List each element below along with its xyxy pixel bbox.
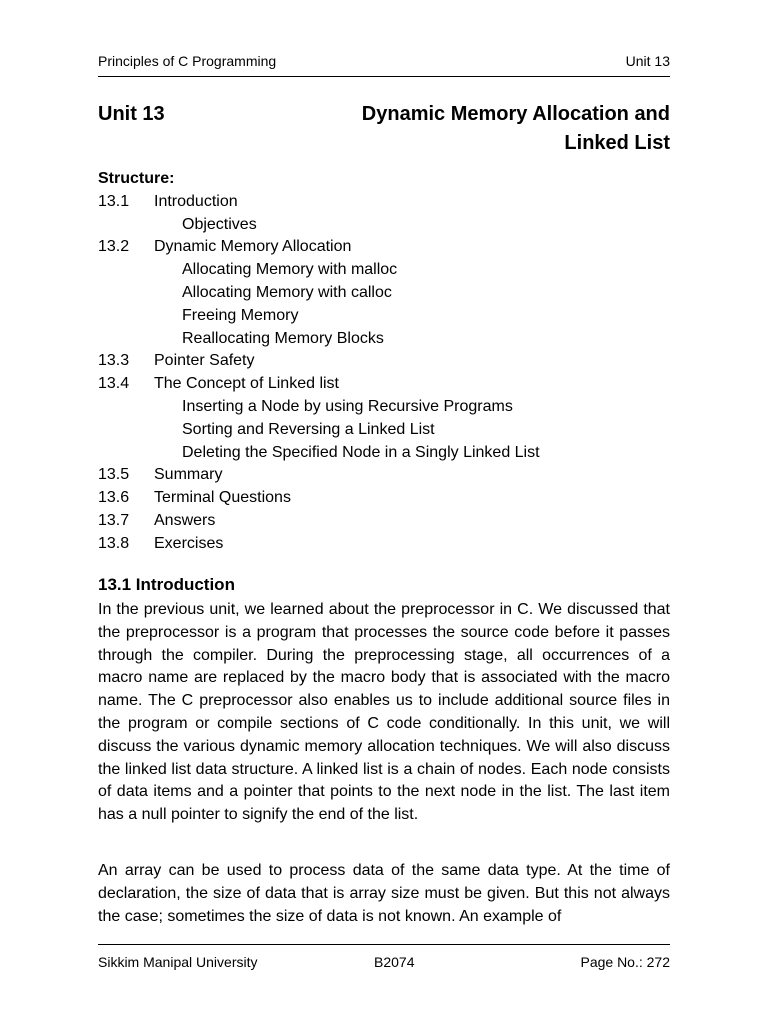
toc-item (98, 510, 670, 533)
body-paragraph: In the previous unit, we learned about the preprocessor in C. We discussed that the preprocessor is a program that processes the source code before it passes through the compiler. During the preprocessing stage, all occurrences of a macro name are replaced by the macro body that is associated with the macro name. The C preprocessor also enables us to include additional source files in the program or compile sections of C code conditionally. In this unit, we will discuss the various dynamic memory allocation techniques. We will also discuss the linked list data structure. A linked list is a chain of nodes. Each node consists of data items and a pointer that points to the next node in the list. The last item has a null pointer to signify the end of the list. (98, 601, 670, 824)
toc-item-number: 13.7 (98, 511, 130, 529)
toc-subitem (98, 396, 670, 419)
toc-subitem (98, 442, 670, 465)
running-header (98, 53, 670, 73)
toc-item-title: Objectives (182, 215, 257, 233)
section-heading: 13.1 Introduction (98, 575, 235, 594)
toc-item-title: Answers (154, 511, 216, 529)
toc-item-number: 13.5 (98, 466, 130, 484)
toc-subitem (98, 282, 670, 305)
toc-subitem (98, 419, 670, 442)
toc-item-title: The Concept of Linked list (154, 375, 339, 393)
page-number: Page No.: 272 (580, 954, 670, 970)
toc-item-title: Deleting the Specified Node in a Singly Linked List (182, 443, 540, 461)
toc-item (98, 533, 670, 556)
toc-item (98, 487, 670, 510)
toc-item (98, 350, 670, 373)
university-name: Sikkim Manipal University (98, 954, 258, 970)
document-page (98, 0, 670, 1024)
structure-outline (98, 168, 670, 556)
toc-item-title: Dynamic Memory Allocation (154, 238, 352, 256)
toc-subitem (98, 328, 670, 351)
toc-item-title: Summary (154, 466, 223, 484)
structure-label: Structure: (98, 170, 175, 187)
toc-item-title: Freeing Memory (182, 306, 299, 324)
toc-item-title: Introduction (154, 192, 238, 210)
toc-item (98, 236, 670, 259)
toc-item-number: 13.4 (98, 375, 130, 393)
toc-item (98, 464, 670, 487)
toc-item (98, 373, 670, 396)
toc-item-title: Allocating Memory with calloc (182, 283, 392, 301)
toc-subitem (98, 305, 670, 328)
unit-name: Dynamic Memory Allocation and Linked List (361, 103, 670, 154)
toc-item-title: Inserting a Node by using Recursive Programs (182, 397, 513, 415)
footer-divider (98, 944, 670, 945)
toc-item-title: Sorting and Reversing a Linked List (182, 420, 435, 438)
body-paragraph: An array can be used to process data of the same data type. At the time of declaration, the size of data that is array size must be given. But this not always the case; sometimes the size of data is not known. An example of (98, 862, 670, 925)
toc-item-title: Terminal Questions (154, 489, 291, 507)
toc-item-title: Exercises (154, 534, 224, 552)
toc-item-title: Allocating Memory with malloc (182, 261, 398, 279)
header-unit-label: Unit 13 (625, 53, 670, 69)
toc-subitem (98, 214, 670, 237)
toc-item-number: 13.3 (98, 352, 130, 370)
unit-number: Unit 13 (98, 103, 165, 125)
toc-item-title: Pointer Safety (154, 352, 255, 370)
toc-item (98, 191, 670, 214)
toc-item-number: 13.8 (98, 534, 130, 552)
course-code: B2074 (374, 954, 415, 970)
book-title: Principles of C Programming (98, 53, 277, 69)
toc-item-number: 13.1 (98, 192, 130, 210)
running-footer (98, 954, 670, 974)
toc-item-number: 13.6 (98, 489, 130, 507)
toc-item-title: Reallocating Memory Blocks (182, 329, 384, 347)
toc-subitem (98, 259, 670, 282)
toc-item-number: 13.2 (98, 238, 130, 256)
header-divider (98, 76, 670, 77)
